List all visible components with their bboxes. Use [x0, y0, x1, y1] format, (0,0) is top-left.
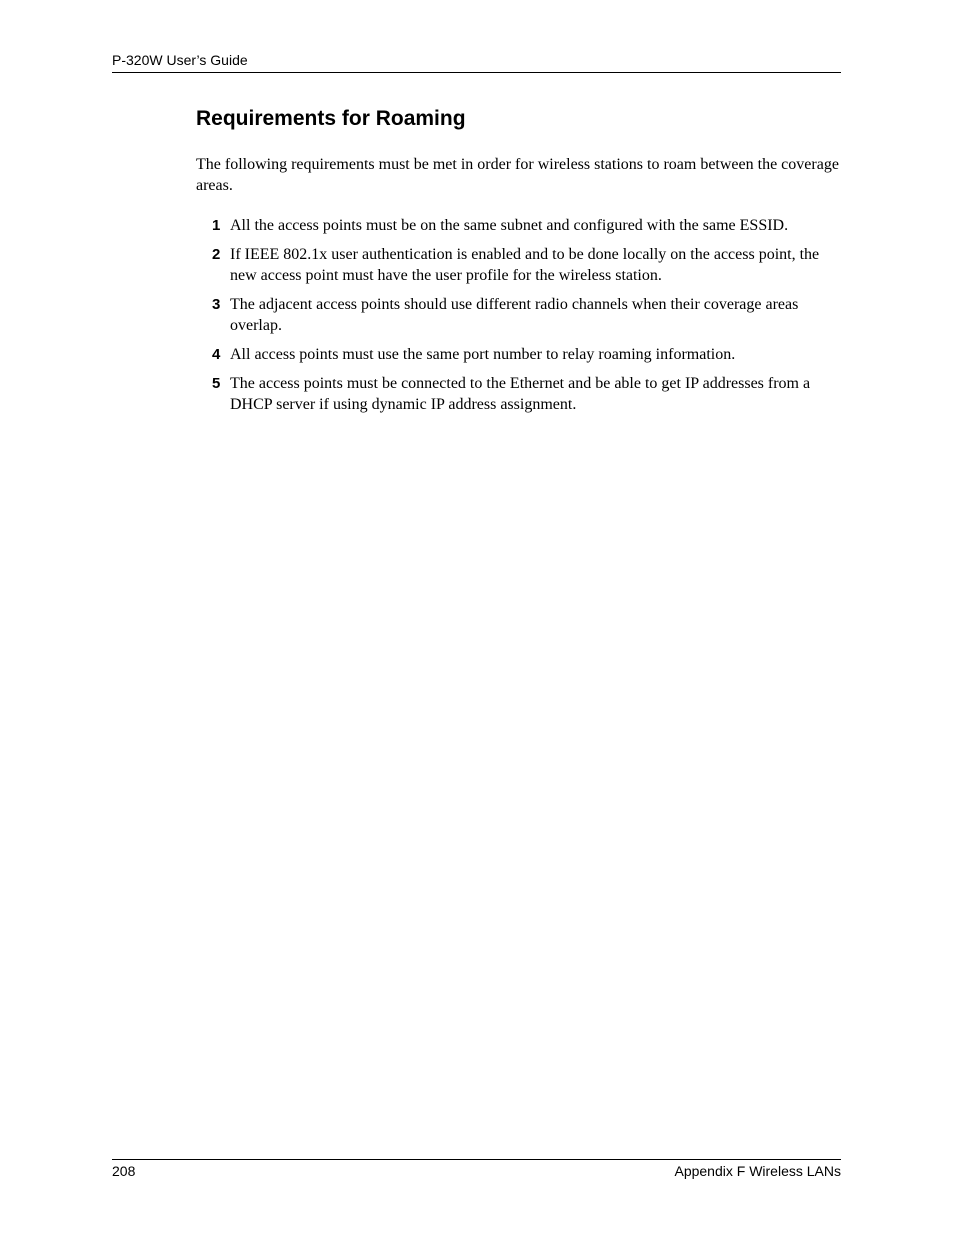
list-item-text: The access points must be connected to the Ethernet and be able to get IP addresses from a DHCP server if using dynamic IP address assignment.	[230, 375, 811, 413]
list-item-text: All access points must use the same port number to relay roaming information.	[230, 346, 736, 363]
document-title: P-320W User’s Guide	[112, 52, 248, 68]
page-header	[112, 52, 841, 73]
requirements-list	[196, 215, 841, 423]
list-item-number: 1	[212, 217, 221, 234]
list-item	[196, 294, 841, 336]
list-item-text: All the access points must be on the same subnet and configured with the same ESSID.	[230, 217, 789, 234]
list-item-number: 2	[212, 246, 221, 263]
list-item-number: 5	[212, 375, 221, 392]
list-item	[196, 373, 841, 415]
list-item-text: If IEEE 802.1x user authentication is enabled and to be done locally on the access point, the new access point must have the user profile for the wireless station.	[230, 246, 820, 284]
list-item	[196, 215, 841, 236]
list-item	[196, 344, 841, 365]
chapter-title: Appendix F Wireless LANs	[674, 1163, 841, 1179]
page-number: 208	[112, 1163, 136, 1179]
list-item	[196, 244, 841, 286]
page-footer	[112, 1159, 841, 1180]
list-item-number: 4	[212, 346, 221, 363]
list-item-number: 3	[212, 296, 221, 313]
intro-paragraph: The following requirements must be met in order for wireless stations to roam between the coverage areas.	[196, 156, 839, 194]
list-item-text: The adjacent access points should use different radio channels when their coverage areas overlap.	[230, 296, 799, 334]
section-title: Requirements for Roaming	[196, 107, 466, 130]
